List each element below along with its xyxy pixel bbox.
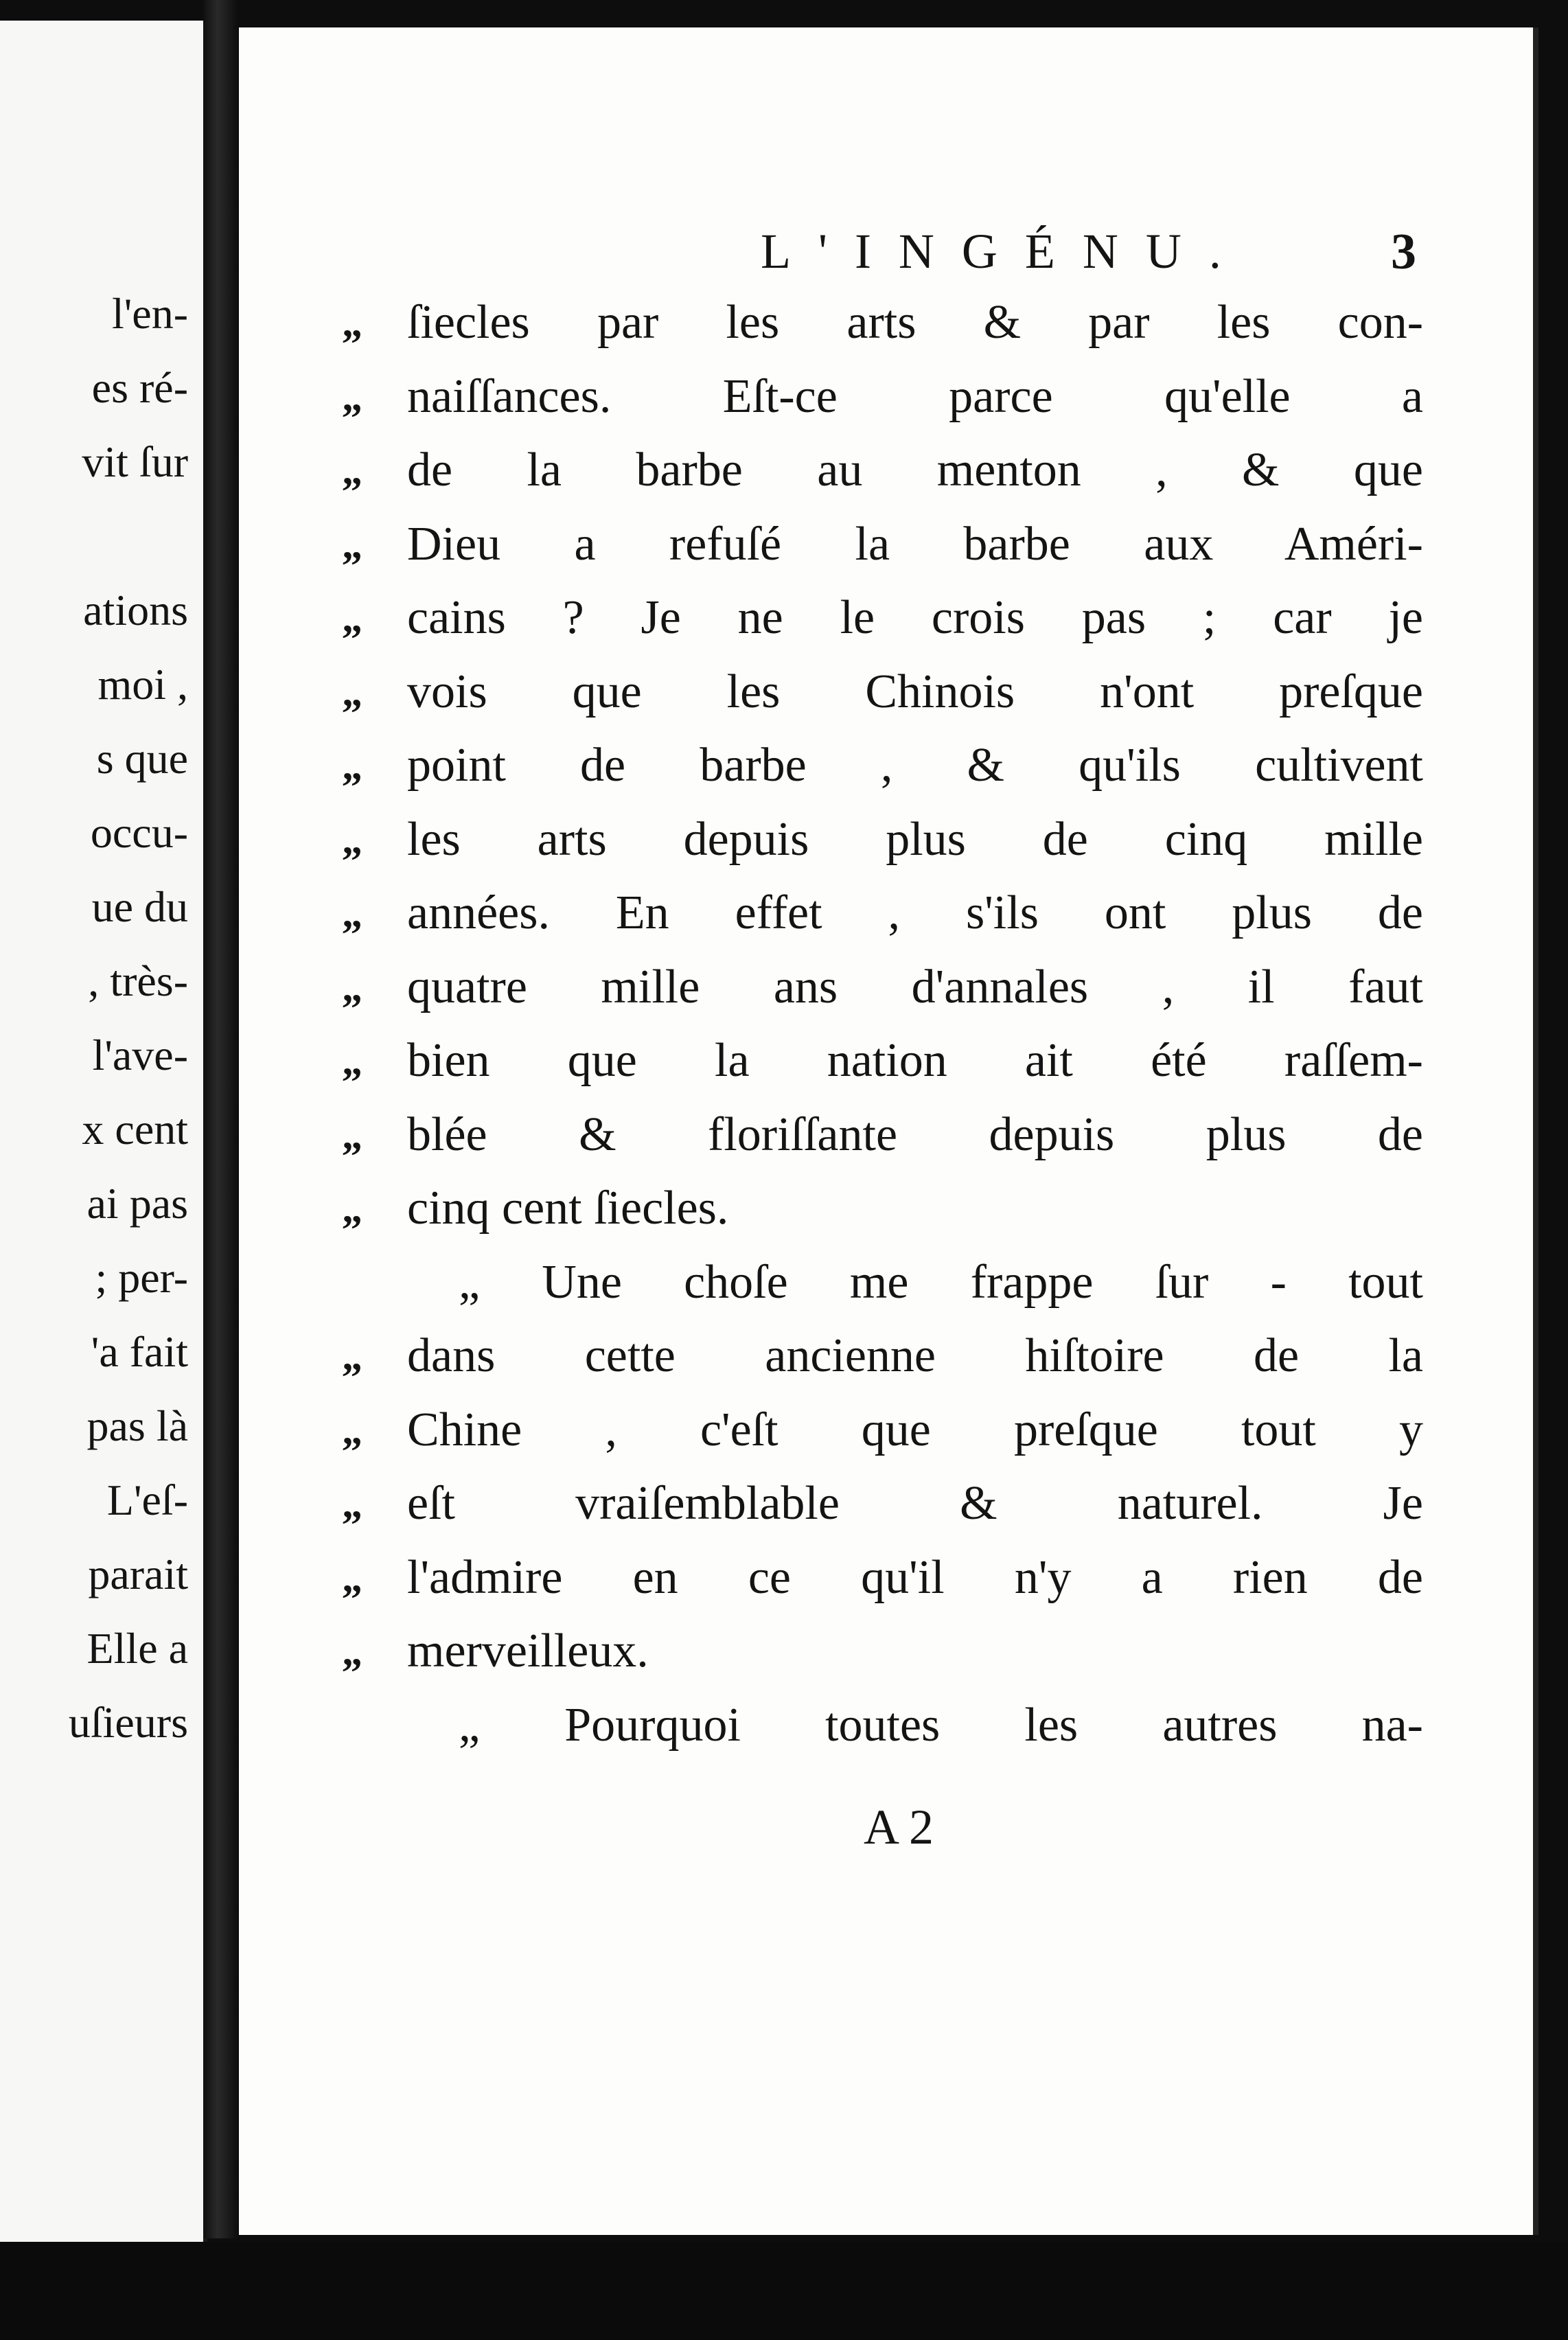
text-line	[239, 956, 1533, 1018]
line-text: cinq cent ſiecles.	[407, 1182, 729, 1235]
quote-mark: „	[342, 1038, 362, 1083]
line-text: Chine , c'eſt que preſque tout y	[407, 1403, 1423, 1456]
book-gutter	[203, 0, 239, 2238]
line-text: ſiecles par les arts & par les con-	[407, 296, 1423, 349]
left-page-line: l'en-	[111, 289, 188, 338]
left-page-line: ue du	[91, 882, 188, 931]
text-line	[239, 661, 1533, 723]
page-number: 3	[1391, 224, 1416, 280]
text-line	[239, 514, 1533, 575]
right-page	[239, 27, 1538, 2235]
text-line	[239, 1325, 1533, 1387]
text-line	[239, 1252, 1533, 1314]
left-page-line: es ré-	[91, 363, 188, 412]
line-text: l'admire en ce qu'il n'y a rien de	[407, 1550, 1423, 1604]
line-text: années. En effet , s'ils ont plus de	[407, 886, 1423, 939]
line-text: blée & floriſſante depuis plus de	[407, 1108, 1423, 1161]
text-line	[239, 1104, 1533, 1166]
text-line	[239, 1547, 1533, 1609]
left-page-line: x cent	[82, 1105, 188, 1154]
text-line	[239, 439, 1533, 501]
text-line	[239, 882, 1533, 944]
left-page-line: Elle a	[87, 1624, 188, 1673]
line-text: cains ? Je ne le crois pas ; car je	[407, 591, 1423, 644]
line-text: naiſſances. Eſt-ce parce qu'elle a	[407, 369, 1423, 423]
quote-mark: „	[342, 1555, 362, 1601]
quote-mark: „	[342, 448, 362, 493]
quote-mark: „	[342, 1333, 362, 1379]
quote-mark: „	[342, 595, 362, 641]
text-line	[239, 809, 1533, 871]
left-page-line: l'ave-	[92, 1031, 188, 1079]
text-line	[239, 587, 1533, 649]
text-line	[239, 1695, 1533, 1756]
left-page-line: 'a fait	[91, 1327, 188, 1376]
quote-mark: „	[342, 1186, 362, 1231]
quote-mark: „	[342, 891, 362, 936]
quote-mark: „	[342, 521, 362, 567]
line-text: „ Pourquoi toutes les autres na-	[459, 1698, 1423, 1752]
line-text: les arts depuis plus de cinq mille	[407, 812, 1423, 866]
quote-mark: „	[342, 1629, 362, 1674]
line-text: bien que la nation ait été raſſem-	[407, 1034, 1423, 1087]
quote-mark: „	[342, 1481, 362, 1526]
quote-mark: „	[342, 1407, 362, 1453]
quote-mark: „	[342, 743, 362, 788]
line-text: merveilleux.	[407, 1625, 649, 1677]
left-page-line: pas là	[87, 1401, 188, 1450]
line-text: dans cette ancienne hiſtoire de la	[407, 1329, 1423, 1382]
left-page-line: moi ,	[97, 660, 188, 709]
left-page-line: ; per-	[95, 1253, 188, 1302]
left-page-line: L'eſ-	[106, 1476, 188, 1524]
left-page-line: occu-	[90, 808, 188, 857]
line-text: vois que les Chinois n'ont preſque	[407, 665, 1423, 718]
left-facing-page	[0, 21, 207, 2242]
text-line	[239, 1473, 1533, 1535]
text-line	[239, 735, 1533, 796]
quote-mark: „	[342, 300, 362, 345]
signature-mark: A 2	[864, 1800, 934, 1855]
left-page-line: ai pas	[87, 1179, 188, 1228]
quote-mark: „	[342, 964, 362, 1010]
quote-mark: „	[342, 1112, 362, 1158]
line-text: point de barbe , & qu'ils cultivent	[407, 739, 1423, 792]
line-text: quatre mille ans d'annales , il faut	[407, 960, 1423, 1013]
quote-mark: „	[342, 816, 362, 862]
line-text: Dieu a refuſé la barbe aux Améri-	[407, 517, 1423, 571]
line-text: „ Une choſe me frappe ſur - tout	[459, 1255, 1423, 1309]
running-header: L'INGÉNU.	[761, 224, 1249, 279]
left-page-line: vit ſur	[82, 437, 188, 486]
text-line	[239, 366, 1533, 428]
left-page-line: parait	[88, 1550, 188, 1598]
text-line	[239, 1178, 1533, 1239]
text-line	[239, 1399, 1533, 1461]
left-page-line: ations	[83, 586, 188, 634]
quote-mark: „	[342, 669, 362, 715]
quote-mark: „	[342, 374, 362, 420]
scan-bottom-edge	[0, 2242, 1568, 2340]
line-text: de la barbe au menton , & que	[407, 444, 1423, 496]
line-text: eſt vraiſemblable & naturel. Je	[407, 1477, 1423, 1530]
text-line	[239, 1030, 1533, 1092]
left-page-line: , très-	[88, 956, 188, 1005]
left-page-line: s que	[96, 734, 188, 783]
text-line	[239, 1620, 1533, 1682]
left-page-line: uſieurs	[68, 1698, 188, 1747]
text-line	[239, 292, 1533, 354]
